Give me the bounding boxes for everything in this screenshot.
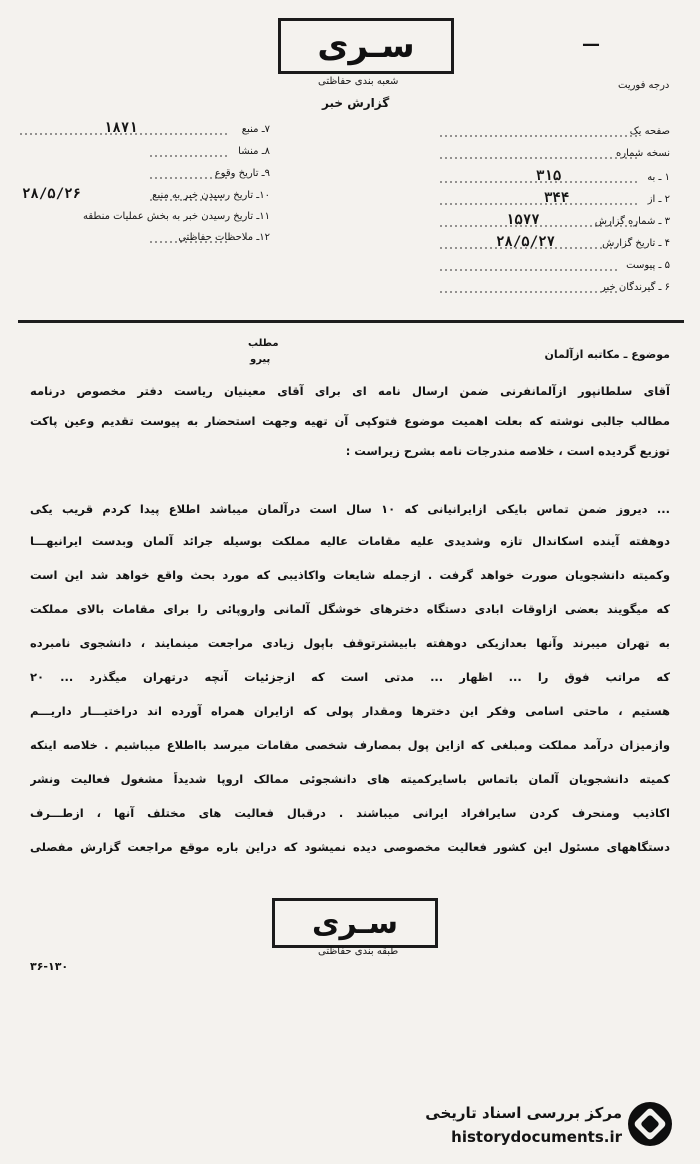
watermark-url: historydocuments.ir [451,1128,622,1146]
secret-stamp-bottom: سـرى [272,898,438,948]
secret-stamp-top: سـرى [278,18,454,74]
classification-caption: طبقه بندی حفاظتی [318,946,399,957]
field-source-value: ۱۸۷۱ [104,120,138,136]
watermark-name: مرکز بررسی اسناد تاریخی [425,1104,622,1122]
report-title: گزارش خبر [322,96,390,110]
field-to-label: ۱ ـ به [647,172,670,183]
marginal-note-2: پیرو [250,354,271,365]
field-recipients-label: ۶ ـ گیرندگان خبر [600,282,670,293]
body-line: اکاذیب ومنحرف کردن سایرافراد ایرانی میباشند . درقبال فعالیت های مختلف آنها ، ازطـــرف [30,806,670,820]
subject-label: موضوع [631,348,670,361]
body-line: ... دیروز ضمن تماس بایکی ازایرانیانی که ۱۰ سال است درآلمان میباشد اطلاع پیدا کردم قریب یکی [30,502,670,516]
field-security-notes-label: ۱۲ـ ملاحظات حفاظتی [178,232,270,243]
body-line: به تهران میبرند وآنها بعدازیکی دوهفته بابیشترتوقف باپول زیادی مراجعت مینمایند ، دانشجوی نامبرده [30,636,670,650]
form-code: ۳۶-۱۳۰ [30,960,69,973]
body-line: دستگاههای مسئول این کشور فعالیت مخصوصی دیده نمیشود که دراین باره موقع مراجعت گزارش مفصلی [30,840,670,854]
form-dotted-lines [0,0,700,320]
body-line: هستیم ، ماحتی اسامی وفکر این دخترها ومقدار پولی که ازایران همراه آورده اند دراختیـــار داریـــم [30,704,670,718]
field-origin-label: ۸ـ منشا [238,146,270,157]
field-event-date-label: ۹ـ تاریخ وقوع [214,168,270,179]
section-line: شعبه بندی حفاظتی [318,76,399,87]
urgency-label: درجه فوریت [618,80,670,91]
field-source-label: ۷ـ منبع [241,124,270,135]
field-from-value: ۳۴۴ [544,190,570,206]
field-attachment-label: ۵ ـ پیوست [626,260,670,271]
field-report-date-label: ۴ ـ تاریخ گزارش [602,238,670,249]
field-received-date-label: ۱۰ـ تاریخ رسیدن خبر به منبع [152,190,270,201]
field-to-value: ۳۱۵ [536,168,562,184]
field-page-label: صفحه یک [629,126,670,137]
field-ops-date-label: ۱۱ـ تاریخ رسیدن خبر به بخش عملیات منطقه [82,211,270,222]
field-from-label: ۲ ـ از [647,194,670,205]
body-line: دوهفته آینده اسکاندال تازه وشدیدی علیه مقامات عالیه مملکت بوسیله جرائد آلمان وبدست ایرانیهـــا [30,534,670,548]
body-line: توزیع گردیده است ، خلاصه مندرجات نامه بشرح زیراست : [345,444,670,458]
body-line: که میگویند بعضی ازاوقات ابادی دستگاه دخترهای خوشگل آلمانی واروپائی را برای مقامات بالای مملکت [30,602,670,616]
body-line: که مراتب فوق را ... اظهار ... مدتی است که ازجزئیات آنچه درتهران میگذرد ... ۲۰ [30,670,670,684]
field-report-number-label: ۳ ـ شماره گزارش [594,216,670,227]
field-report-date-value: ۲۸/۵/۲۷ [496,234,556,250]
body-line: وازمیزان درآمد مملکت ومبلغی که ازاین پول بمصارف شخصی مقامات میرسد بااطلاع میباشیم . خلاصه اینکه [30,738,670,752]
field-report-number-value: ۱۵۷۷ [506,212,540,228]
subject-line: موضوع ـ مکاتبه ازآلمان [544,348,670,361]
body-line: وکمیته دانشجویان صورت خواهد گرفت . ازجمله شایعات واکاذیبی که مورد بحث واقع خواهد شد این است [30,568,670,582]
header-divider [18,320,684,323]
marginal-note-1: مطلب [248,338,279,349]
field-received-date-value: ۲۸/۵/۲۶ [22,186,82,202]
body-line: آقای سلطانپور ازآلمانفرنی ضمن ارسال نامه ای برای آقای معینیان ریاست دفتر مخصوص درنامه [30,384,670,398]
subject-value: مکاتبه ازآلمان [544,348,620,361]
body-line: مطالب جالبی نوشته که بعلت اهمیت موضوع فتوکپی آن تهیه وجهت استحضار به پیوست تقدیم وعین پاکت [30,414,670,428]
body-line: کمیته دانشجویان آلمان باتماس باسایرکمیته های دانشجوئی ممالک اروپا شدیداً مشغول فعالیت ونشر [30,772,670,786]
archive-logo-icon [628,1102,672,1146]
field-copy-label: نسخه شماره [616,148,670,159]
dash-mark: — [582,34,600,55]
